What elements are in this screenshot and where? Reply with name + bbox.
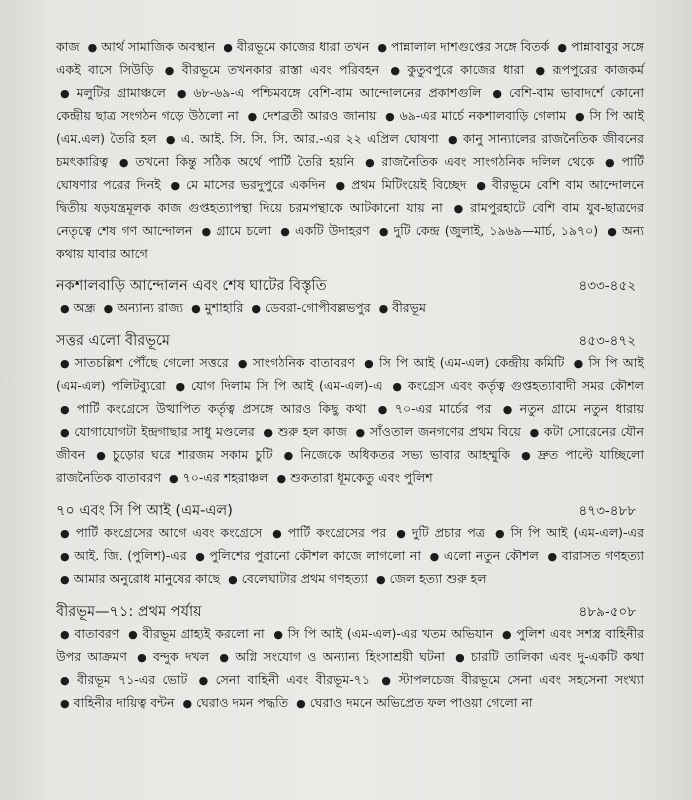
topic-item: তখনো কিন্তু সঠিক অর্থে পার্টি তৈরি হয়নি	[135, 154, 355, 169]
bullet-separator: ●	[502, 628, 513, 641]
topic-item: রূপপুরের কাজকর্ম	[552, 62, 644, 77]
topic-item: দেশব্রতী আরও জানায়	[262, 108, 377, 123]
topic-item: ঘেরাও দমন পদ্ধতি	[196, 695, 289, 710]
topic-item: বাতাবরণ	[74, 626, 120, 641]
topic-item: জেল হত্যা শুরু হল	[389, 571, 487, 586]
topic-item: সাঁওতাল জনগণের প্রথম বিয়ে	[369, 424, 521, 439]
bullet-separator: ●	[573, 357, 585, 370]
section-title: সত্তর এলো বীরভূমে	[56, 333, 170, 349]
bullet-separator: ●	[494, 527, 507, 540]
topic-item: সি পি আই (এম.এল) তৈরি হল	[56, 108, 644, 146]
bullet-separator: ●	[176, 87, 190, 100]
intro-topic-list	[56, 36, 644, 265]
section-title: নকশালবাড়ি আন্দোলন এবং শেষ ঘাটের বিস্তৃতি	[56, 278, 327, 294]
section-block	[56, 500, 644, 591]
topic-item: বেশি-বাম ভাবাদর্শে কোনো কেন্দ্রীয় ছাত্র সংগঠন গড়ে উঠলো না	[56, 85, 644, 123]
topic-item: বীরভূমে বেশি বাম আন্দোলনে দ্বিতীয় ষড়যন্ত্রমূলক কাজ গুপ্তহত্যাপন্থা দিয়ে চরমপন্থাকে আটকানো যায় না	[56, 177, 645, 215]
bullet-separator: ●	[390, 64, 404, 77]
topic-item: সাতচল্লিশ পৌঁছে গেলো সত্তরে	[74, 355, 229, 370]
section-header	[56, 500, 644, 522]
topic-item: শুকতারা ধূমকেতু এবং পুলিশ	[290, 470, 433, 485]
bullet-separator: ●	[605, 156, 618, 169]
page-range: ৪৮৯-৫০৮	[578, 604, 636, 620]
section-block	[56, 330, 644, 490]
bullet-separator: ●	[381, 674, 395, 687]
bullet-separator: ●	[377, 41, 388, 54]
topic-item: ডেবরা-গোপীবল্লভপুর	[264, 300, 371, 315]
bullet-separator: ●	[96, 449, 109, 462]
topic-item: কাজ	[56, 39, 80, 54]
bullet-separator: ●	[195, 550, 206, 563]
topic-item: গ্রামে চলো	[216, 223, 272, 238]
topic-item: পুলিশের পুরানো কৌশল কাজে লাগলো না	[209, 548, 421, 563]
bullet-separator: ●	[273, 628, 284, 641]
bullet-separator: ●	[247, 110, 258, 123]
topic-item: মুশাহারি	[204, 300, 244, 315]
bullet-separator: ●	[251, 302, 261, 315]
bullet-separator: ●	[191, 302, 201, 315]
topic-item: দুটি প্রচার পত্র	[411, 525, 485, 540]
topic-item: অগ্নি সংযোগ ও অন্যান্য হিংসাশ্রয়ী ঘটনা	[235, 649, 445, 664]
topic-item: ৭০-এর মার্চের পর	[394, 401, 492, 416]
topic-item: পার্টি কংগ্রেসে উত্থাপিত কর্তৃত্ব প্রসঙ্গে আরও কিছু কথা	[77, 401, 367, 416]
topic-item: সি পি আই (এম-এল) কেন্দ্রীয় কমিটি	[379, 355, 565, 370]
topic-item: অন্ধ্র	[73, 300, 96, 315]
bullet-separator: ●	[377, 403, 391, 416]
topic-item: শুরু হল কাজ	[277, 424, 347, 439]
bullet-separator: ●	[547, 550, 558, 563]
bullet-separator: ●	[455, 651, 468, 664]
topic-item: ৭০-এর শহরাঞ্চল	[182, 470, 269, 485]
bullet-separator: ●	[376, 573, 386, 586]
bullet-separator: ●	[60, 357, 71, 370]
bullet-separator: ●	[492, 87, 505, 100]
bullet-separator: ●	[521, 449, 534, 462]
topic-item: সি পি আই (এম-এল) পলিটব্যুরো	[56, 355, 645, 393]
topic-item: বীরভূমে তখনকার রাস্তা এবং পরিবহন	[181, 62, 380, 77]
bullet-separator: ●	[535, 64, 549, 77]
bullet-separator: ●	[103, 302, 114, 315]
bullet-separator: ●	[335, 179, 348, 192]
bullet-separator: ●	[429, 550, 440, 563]
section-title: ৭০ এবং সি পি আই (এম-এল)	[56, 503, 233, 519]
bullet-separator: ●	[263, 426, 274, 439]
bullet-separator: ●	[237, 357, 249, 370]
topic-item: বীরভূম	[392, 300, 426, 315]
section-topic-list	[56, 352, 644, 490]
section-header	[56, 275, 644, 297]
topic-item: পার্টি কংগ্রেসের পর	[287, 525, 387, 540]
bullet-separator: ●	[280, 225, 291, 238]
bullet-separator: ●	[60, 527, 72, 540]
bullet-separator: ●	[60, 426, 71, 439]
topic-item: এ. আই. সি. সি. সি. আর.-এর ২২ এপ্রিল ঘোষণা	[180, 131, 439, 146]
bullet-separator: ●	[219, 651, 232, 664]
bullet-separator: ●	[60, 674, 73, 687]
bullet-separator: ●	[169, 472, 179, 485]
table-of-contents	[56, 36, 644, 715]
topic-item: সাংগঠনিক বাতাবরণ	[252, 355, 355, 370]
bullet-separator: ●	[60, 697, 70, 710]
topic-item: ঘেরাও দমনে অভিপ্রেত ফল পাওয়া গেলো না	[309, 695, 533, 710]
bullet-separator: ●	[396, 527, 408, 540]
bullet-separator: ●	[165, 133, 177, 146]
topic-item: অন্য কথায় যাবার আগে	[56, 223, 644, 261]
bullet-separator: ●	[201, 225, 213, 238]
topic-item: সি পি আই (এম-এল)-এর	[510, 525, 644, 540]
topic-item: ৬৮-৬৯-এ পশ্চিমবঙ্গে বেশি-বাম আন্দোলনের প্রকাশগুলি	[193, 85, 482, 100]
section-block	[56, 601, 644, 715]
bullet-separator: ●	[476, 179, 488, 192]
topic-item: মে মাসের ভরদুপুরে একদিন	[186, 177, 326, 192]
topic-item: নিজেকে অধিকতর সভ্য ভাবার আহম্মুকি	[300, 447, 511, 462]
bullet-separator: ●	[575, 110, 586, 123]
topic-item: আর্থ সামাজিক অবস্থান	[101, 39, 216, 54]
section-topic-list	[56, 623, 644, 715]
topic-item: একটি উদাহরণ	[295, 223, 370, 238]
topic-item: প্রথম মিটিংয়েই বিচ্ছেদ	[351, 177, 467, 192]
topic-item: রাজনৈতিক এবং সাংগঠনিক দলিল থেকে	[381, 154, 595, 169]
bullet-separator: ●	[392, 380, 404, 393]
page-range: ৪৫৩-৪৭২	[578, 333, 636, 349]
page-range: ৪৭৩-৪৮৮	[578, 503, 636, 519]
section-title: বীরভূম—৭১: প্রথম পর্যায়	[56, 604, 202, 620]
topic-item: বেলেঘাটার প্রথম গণহত্যা	[241, 571, 369, 586]
bullet-separator: ●	[448, 133, 460, 146]
topic-item: নতুন গ্রামে নতুন ধারায়	[519, 401, 645, 416]
topic-item: দুটি কেন্দ্র (জুলাই, ১৯৬৯—মার্চ, ১৯৭০)	[393, 223, 599, 238]
section-topic-list	[56, 522, 644, 591]
bullet-separator: ●	[378, 225, 390, 238]
bullet-separator: ●	[60, 87, 73, 100]
topic-item: যোগাযোগটা ইন্দ্রগাছার সাধু মণ্ডলের	[74, 424, 255, 439]
topic-item: ৬৯-এর মার্চে নকশালবাড়ি গেলাম	[399, 108, 567, 123]
bullet-separator: ●	[365, 156, 378, 169]
topic-item: দ্রুত পাল্টে যাচ্ছিলো রাজনৈতিক বাতাবরণ	[56, 447, 644, 485]
topic-item: পান্নাবাবুর সঙ্গে একই বাসে সিউড়ি	[56, 39, 644, 77]
bullet-separator: ●	[283, 449, 297, 462]
page-range: ৪৩৩-৪৫২	[578, 278, 636, 294]
topic-item: বন্দুক দখল	[153, 649, 210, 664]
section-topic-list	[56, 297, 644, 320]
topic-item: বীরভূম গ্রাহ্যই করলো না	[142, 626, 265, 641]
topic-item: বীরভূম ৭১-এর ভোট	[76, 672, 188, 687]
topic-item: কটা সোরেনের যৌন জীবন	[56, 424, 644, 462]
bullet-separator: ●	[182, 697, 193, 710]
topic-item: মলুটির গ্রামাঞ্চলে	[76, 85, 166, 100]
bullet-separator: ●	[557, 41, 568, 54]
topic-item: সেনা বাহিনী এবং বীরভূম-৭১	[215, 672, 371, 687]
topic-item: কুতুবপুরে কাজের ধারা	[407, 62, 525, 77]
bullet-separator: ●	[385, 110, 396, 123]
bullet-separator: ●	[276, 472, 287, 485]
topic-item: বাহিনীর দায়িত্ব বন্টন	[73, 695, 175, 710]
bullet-separator: ●	[198, 674, 212, 687]
topic-item: চুড়োর ঘরে শারজম সকাম চুটি	[112, 447, 273, 462]
topic-item: কানু সান্যালের রাজনৈতিক জীবনের চমৎকারিত্ব	[56, 131, 644, 169]
bullet-separator: ●	[170, 179, 183, 192]
section-header	[56, 601, 644, 623]
bullet-separator: ●	[60, 403, 74, 416]
topic-item: রামপুরহাটে বেশি বাম যুব-ছাত্রদের নেতৃত্বে শেষ গণ আন্দোলন	[56, 200, 644, 238]
bullet-separator: ●	[453, 202, 467, 215]
bullet-separator: ●	[164, 64, 178, 77]
section-header	[56, 330, 644, 352]
topic-item: বারাসত গণহত্যা	[561, 548, 644, 563]
bullet-separator: ●	[228, 573, 238, 586]
topic-item: সি পি আই (এম-এল)-এর খতম অভিযান	[287, 626, 494, 641]
topic-item: পার্টি ঘোষণার পরের দিনই	[56, 154, 644, 192]
section-block	[56, 275, 644, 320]
bullet-separator: ●	[60, 628, 71, 641]
bullet-separator: ●	[87, 41, 98, 54]
topic-item: পার্টি কংগ্রেসের আগে এবং কংগ্রেসে	[75, 525, 263, 540]
bullet-separator: ●	[118, 156, 132, 169]
bullet-separator: ●	[296, 697, 306, 710]
bullet-separator: ●	[223, 41, 233, 54]
bullet-separator: ●	[378, 302, 389, 315]
topic-item: যোগ দিলাম সি পি আই (এম-এল)-এ	[190, 378, 383, 393]
topic-item: চারটি তালিকা এবং দু-একটি কথা	[471, 649, 644, 664]
bullet-separator: ●	[364, 357, 376, 370]
bullet-separator: ●	[60, 573, 70, 586]
bullet-separator: ●	[272, 527, 284, 540]
topic-item: বীরভূমে কাজের ধারা তখন	[236, 39, 370, 54]
bullet-separator: ●	[355, 426, 366, 439]
bullet-separator: ●	[502, 403, 516, 416]
topic-item: পুলিশ এবং সশস্ত্র বাহিনীর উপর আক্রমণ	[56, 626, 645, 664]
bullet-separator: ●	[137, 651, 150, 664]
bullet-separator: ●	[128, 628, 139, 641]
topic-item: আমার অনুরোধ মানুষের কাছে	[73, 571, 221, 586]
topic-item: আই. জি. (পুলিশ)-এর	[74, 548, 187, 563]
topic-item: এলো নতুন কৌশল	[443, 548, 539, 563]
topic-item: পান্নালাল দাশগুপ্তের সঙ্গে বিতর্ক	[391, 39, 550, 54]
topic-item: অন্যান্য রাজ্য	[117, 300, 184, 315]
bullet-separator: ●	[175, 380, 187, 393]
bullet-separator: ●	[60, 302, 70, 315]
bullet-separator: ●	[60, 550, 71, 563]
topic-item: স্টাপলচেজ বীরভূমে সেনা এবং সহসেনা সংখ্যা	[398, 672, 644, 687]
bullet-separator: ●	[607, 225, 619, 238]
bullet-separator: ●	[529, 426, 540, 439]
topic-item: কংগ্রেস এবং কর্তৃত্ব গুপ্তহত্যাবাদী সমর কৌশল	[407, 378, 644, 393]
